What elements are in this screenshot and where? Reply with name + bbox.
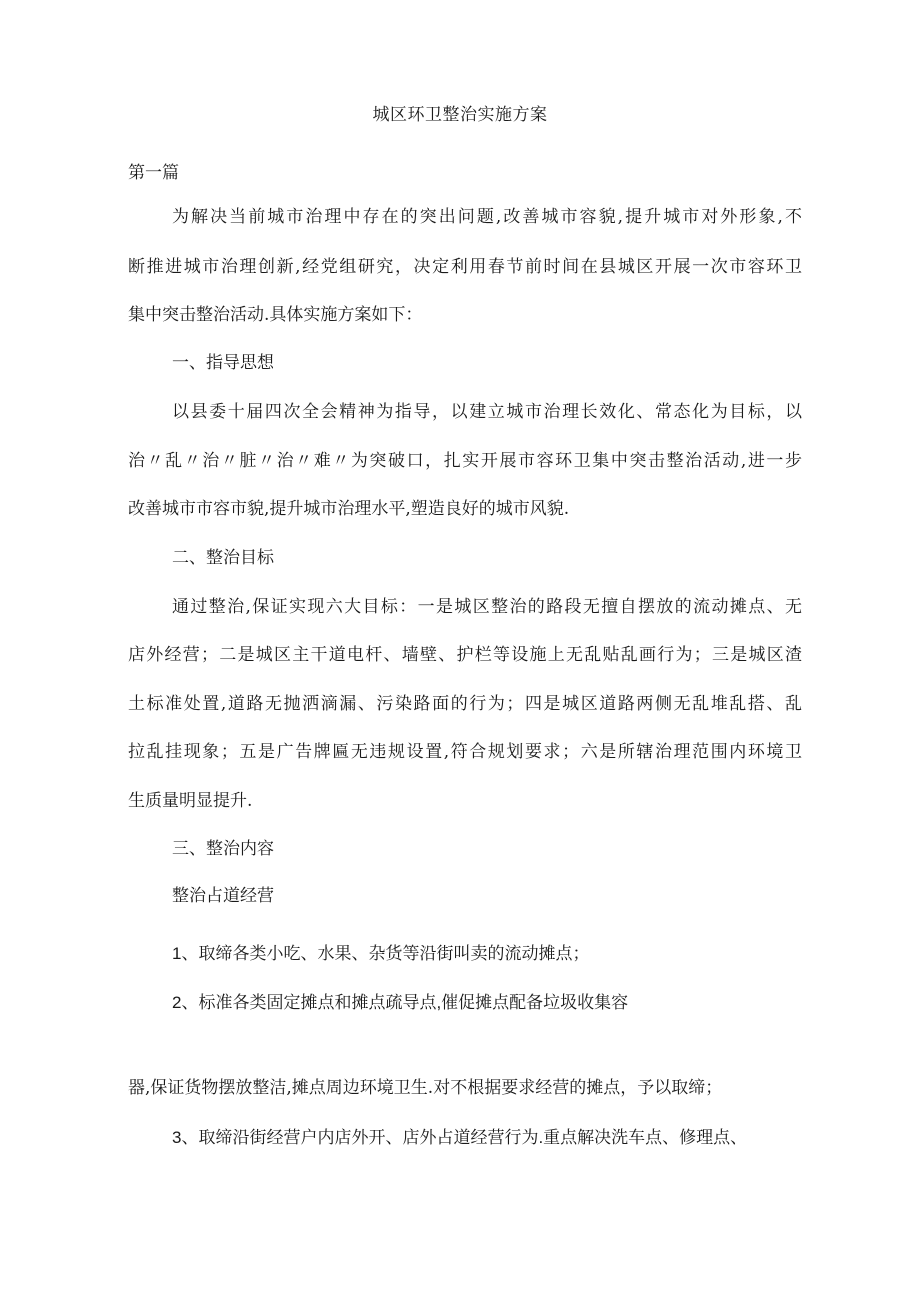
section2-line-3: 土标准处置,道路无抛洒滴漏、污染路面的行为；四是城区道路两侧无乱堆乱搭、乱 (128, 694, 802, 714)
list-item-2-continuation: 器,保证货物摆放整洁,摊点周边环境卫生.对不根据要求经营的摊点，予以取缔； (128, 1078, 723, 1098)
section2-line-5: 生质量明显提升. (128, 791, 253, 811)
section1-line-1: 以县委十届四次全会精神为指导，以建立城市治理长效化、常态化为目标，以 (172, 402, 802, 422)
list-item-1: 1、取缔各类小吃、水果、杂货等沿街叫卖的流动摊点； (172, 944, 590, 963)
chapter-label: 第一篇 (128, 163, 179, 183)
section-heading-guiding-ideology: 一、指导思想 (172, 353, 274, 373)
subheading-street-occupation: 整治占道经营 (172, 886, 274, 906)
list-item-3: 3、取缔沿街经营户内店外开、店外占道经营行为.重点解决洗车点、修理点、 (172, 1128, 748, 1147)
document-title: 城区环卫整治实施方案 (372, 105, 548, 125)
section2-line-2: 店外经营；二是城区主干道电杆、墙壁、护栏等设施上无乱贴乱画行为；三是城区渣 (128, 645, 802, 665)
intro-line-3: 集中突击整治活动.具体实施方案如下： (128, 305, 423, 325)
intro-line-2: 断推进城市治理创新,经党组研究，决定利用春节前时间在县城区开展一次市容环卫 (128, 257, 802, 277)
section-heading-targets: 二、整治目标 (172, 548, 274, 568)
section1-line-2: 治〃乱〃治〃脏〃治〃难〃为突破口，扎实开展市容环卫集中突击整治活动,进一步 (128, 451, 802, 471)
section1-line-3: 改善城市市容市貌,提升城市治理水平,塑造良好的城市风貌. (128, 499, 570, 519)
list-item-2: 2、标准各类固定摊点和摊点疏导点,催促摊点配备垃圾收集容 (172, 993, 629, 1012)
section2-line-4: 拉乱挂现象；五是广告牌匾无违规设置,符合规划要求；六是所辖治理范围内环境卫 (128, 742, 802, 762)
intro-line-1: 为解决当前城市治理中存在的突出问题,改善城市容貌,提升城市对外形象,不 (172, 207, 802, 227)
section-heading-content: 三、整治内容 (172, 839, 274, 859)
section2-line-1: 通过整治,保证实现六大目标：一是城区整治的路段无擅自摆放的流动摊点、无 (172, 597, 802, 617)
